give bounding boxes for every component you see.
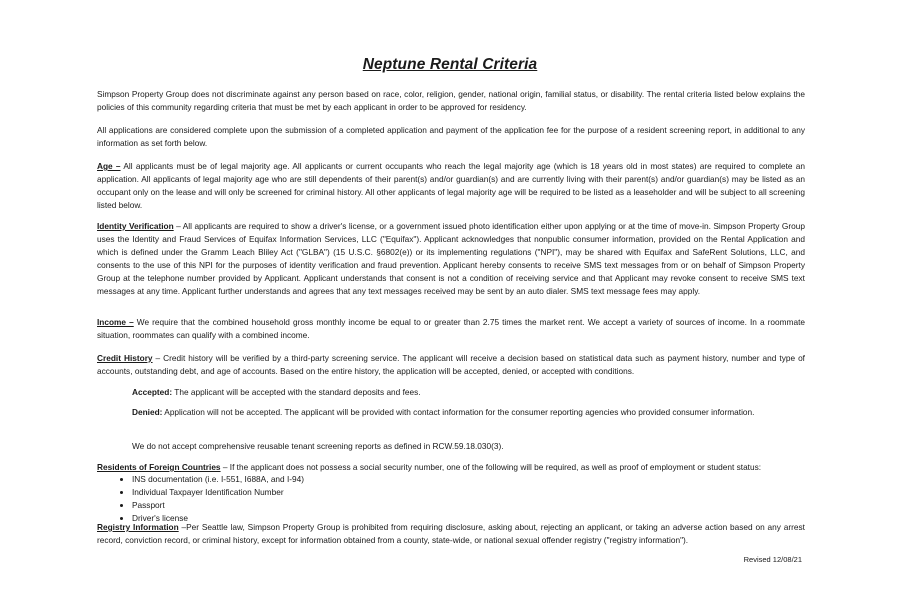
age-text: All applicants must be of legal majority age. All applicants or current occupants who reach the legal majority age (which is 18 years old in most states) are required to complete an application. All applicants of legal majority age who are still dependents of their parent(s) and/or guardian(s) and are currently living with their parent(s) and/or guardian(s) may be listed as an occupant only on the lease and will only be screened for criminal history. All other applicants of legal majority age will be required to be listed as a leaseholder and will be subject to all screening listed below. [97,161,805,210]
foreign-document-list [112,473,304,525]
intro-paragraph [97,88,805,114]
list-item: • INS documentation (i.e. I-551, I688A, and I-94) [132,473,304,486]
identity-text: – All applicants are required to show a driver's license, or a government issued photo identification either upon applying or at the time of move-in. Simpson Property Group uses the Identity and Fraud Services of Equifax Information Services, LLC ("Equifax"). Applicant acknowledges that nonpublic consumer information, provided on the Rental Application and which is defined under the Gramm Leach Bliley Act ("GLBA") (15 U.S.C. §6802(e)) or its implementing regulations ("NPI"), may be shared with Equifax and SafeRent Solutions, LLC, and consents to the use of this NPI for the purposes of identity verification and fraud prevention. Applicant hereby consents to receive SMS text messages from or on behalf of Simpson Property Group at the telephone number provided by Applicant. Applicant understands that consent is not a condition of receiving service and that Applicant may revoke consent to receive SMS text messages at any time. Applicant further understands and agrees that any text messages received may be sent by an auto dialer. SMS text message fees may apply. [97,221,805,296]
income-text: We require that the combined household gross monthly income be equal to or greater than 2.75 times the market rent. We accept a variety of sources of income. In a roommate situation, roommates can qualify with a combined income. [97,317,805,340]
application-text: All applications are considered complete upon the submission of a completed application and payment of the application fee for the purpose of a resident screening report, in additional to any information as set forth below. [97,125,805,148]
foreign-heading: Residents of Foreign Countries [97,462,221,472]
foreign-text: – If the applicant does not possess a social security number, one of the following will be required, as well as proof of employment or student status: [220,462,762,472]
list-item: • Individual Taxpayer Identification Number [132,486,304,499]
identity-section [97,220,805,298]
application-paragraph [97,124,805,150]
credit-accepted [132,386,804,399]
credit-denied [132,406,804,419]
list-item: • Driver's license [132,512,304,525]
registry-text: –Per Seattle law, Simpson Property Group is prohibited from requiring disclosure, asking about, rejecting an applicant, or taking an adverse action based on any arrest record, conviction record, or criminal history, except for information obtained from a county, state-wide, or national sexual offender registry ("registry information"). [97,522,805,545]
age-section [97,160,805,212]
accepted-label: Accepted: [132,387,173,397]
credit-reusable [132,440,804,453]
accepted-text: The applicant will be accepted with the standard deposits and fees. [172,387,421,397]
income-heading: Income – [97,317,134,327]
registry-heading: Registry Information [97,522,179,532]
income-section [97,316,805,342]
intro-text: Simpson Property Group does not discriminate against any person based on race, color, religion, gender, national origin, familial status, or disability. The rental criteria listed below explains the policies of this community regarding criteria that must be met by each applicant in order to be approved for residency. [97,89,805,112]
credit-section [97,352,805,378]
registry-section [97,521,805,547]
age-heading: Age – [97,161,121,171]
credit-heading: Credit History [97,353,153,363]
revision-date: Revised 12/08/21 [743,555,802,564]
page-title: Neptune Rental Criteria [362,56,538,73]
credit-text: – Credit history will be verified by a third-party screening service. The applicant will receive a decision based on statistical data such as payment history, number and type of accounts, outstanding debt, and age of accounts. Based on the entire history, the application will be accepted, denied, or accepted with conditions. [97,353,805,376]
reusable-text: We do not accept comprehensive reusable tenant screening reports as defined in RCW.59.18.030(3). [132,441,504,451]
list-item: • Passport [132,499,304,512]
denied-text: Application will not be accepted. The applicant will be provided with contact information for the consumer reporting agencies who provided consumer information. [162,407,755,417]
identity-heading: Identity Verification [97,221,174,231]
denied-label: Denied: [132,407,163,417]
